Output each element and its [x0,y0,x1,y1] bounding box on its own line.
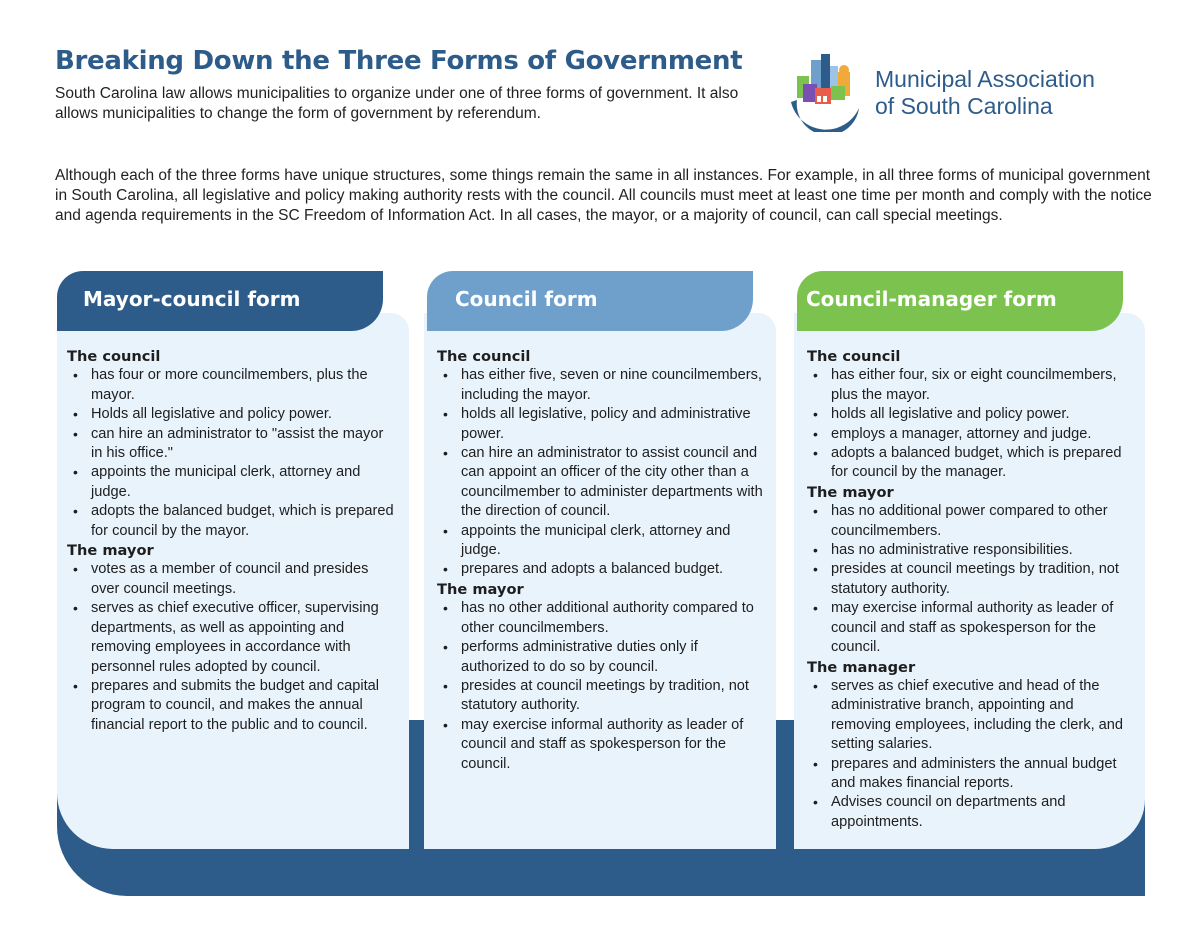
section-title: The mayor [807,483,894,501]
list-item: • holds all legislative and policy power. [807,405,1137,424]
column-heading: Council-manager form [806,287,1057,311]
section-title: The manager [807,658,916,676]
list-item: • has no additional power compared to other councilmembers. [807,502,1137,541]
list-item: • votes as a member of council and presides over council meetings. [67,560,397,599]
column-content [807,347,1137,832]
bullet-list [437,366,767,579]
column-heading: Council form [455,287,598,311]
list-item: • performs administrative duties only if authorized to do so by council. [437,638,767,677]
list-item: • presides at council meetings by tradition, not statutory authority. [807,560,1137,599]
list-item: • prepares and administers the annual budget and makes financial reports. [807,755,1137,794]
bullet-list [67,366,397,541]
section-title: The council [807,348,901,365]
list-item: • has either four, six or eight councilmembers, plus the mayor. [807,366,1137,405]
list-item: • prepares and submits the budget and capital program to council, and makes the annual financial report to the public and to council. [67,677,397,735]
column-content [67,347,397,735]
list-item: • may exercise informal authority as leader of council and staff as spokesperson for the council. [807,599,1137,657]
list-item: • Holds all legislative and policy power. [67,405,397,424]
list-item: • prepares and adopts a balanced budget. [437,560,767,579]
bullet-list [807,677,1137,832]
bullet-list [807,366,1137,482]
association-name [875,66,1095,120]
section-title: The mayor [67,542,154,560]
city-skyline-logo-icon [785,50,867,132]
list-item: • appoints the municipal clerk, attorney and judge. [67,463,397,502]
association-logo [785,50,1165,132]
list-item: • serves as chief executive officer, supervising departments, as well as appointing and removing employees in accordance with personnel rules adopted by council. [67,599,397,677]
council-manager-column [797,271,1149,849]
bullet-list [807,502,1137,657]
list-item: • may exercise informal authority as leader of council and staff as spokesperson for the council. [437,716,767,774]
list-item: • can hire an administrator to assist council and can appoint an officer of the city other than a councilmember to administer departments with the direction of council. [437,444,767,522]
section-title: The council [67,348,161,365]
list-item: • adopts the balanced budget, which is prepared for council by the mayor. [67,502,397,541]
column-content [437,347,767,774]
bullet-list [437,599,767,774]
council-column [427,271,779,849]
column-header [57,271,383,331]
list-item: • employs a manager, attorney and judge. [807,425,1137,444]
list-item: • has four or more councilmembers, plus the mayor. [67,366,397,405]
list-item: • appoints the municipal clerk, attorney and judge. [437,522,767,561]
list-item: • has no administrative responsibilities. [807,541,1137,560]
section-title: The mayor [437,580,524,598]
column-header [797,271,1123,331]
list-item: • presides at council meetings by tradition, not statutory authority. [437,677,767,716]
association-name-line1: Municipal Association [875,66,1095,92]
column-header [427,271,753,331]
section-title: The council [437,348,531,365]
list-item: • can hire an administrator to "assist the mayor in his office." [67,425,397,464]
bullet-list [67,560,397,735]
list-item: • has either five, seven or nine councilmembers, including the mayor. [437,366,767,405]
association-name-line2: of South Carolina [875,93,1053,119]
page-title: Breaking Down the Three Forms of Government [55,46,743,76]
column-heading: Mayor-council form [83,287,301,311]
common-features-paragraph: Although each of the three forms have unique structures, some things remain the same in all instances. For example, in all three forms of municipal government in South Carolina, all legislative and policy making authority rests with the council. All councils must meet at least one time per month and comply with the notice and agenda requirements in the SC Freedom of Information Act. In all cases, the mayor, or a majority of council, can call special meetings. [55,167,1152,224]
list-item: • has no other additional authority compared to other councilmembers. [437,599,767,638]
list-item: • holds all legislative, policy and administrative power. [437,405,767,444]
intro-paragraph: South Carolina law allows municipalities to organize under one of three forms of government. It also allows municipalities to change the form of government by referendum. [55,85,739,122]
mayor-council-column [57,271,409,849]
list-item: • adopts a balanced budget, which is prepared for council by the manager. [807,444,1137,483]
list-item: • Advises council on departments and appointments. [807,793,1137,832]
list-item: • serves as chief executive and head of the administrative branch, appointing and removing employees, including the clerk, and setting salaries. [807,677,1137,755]
